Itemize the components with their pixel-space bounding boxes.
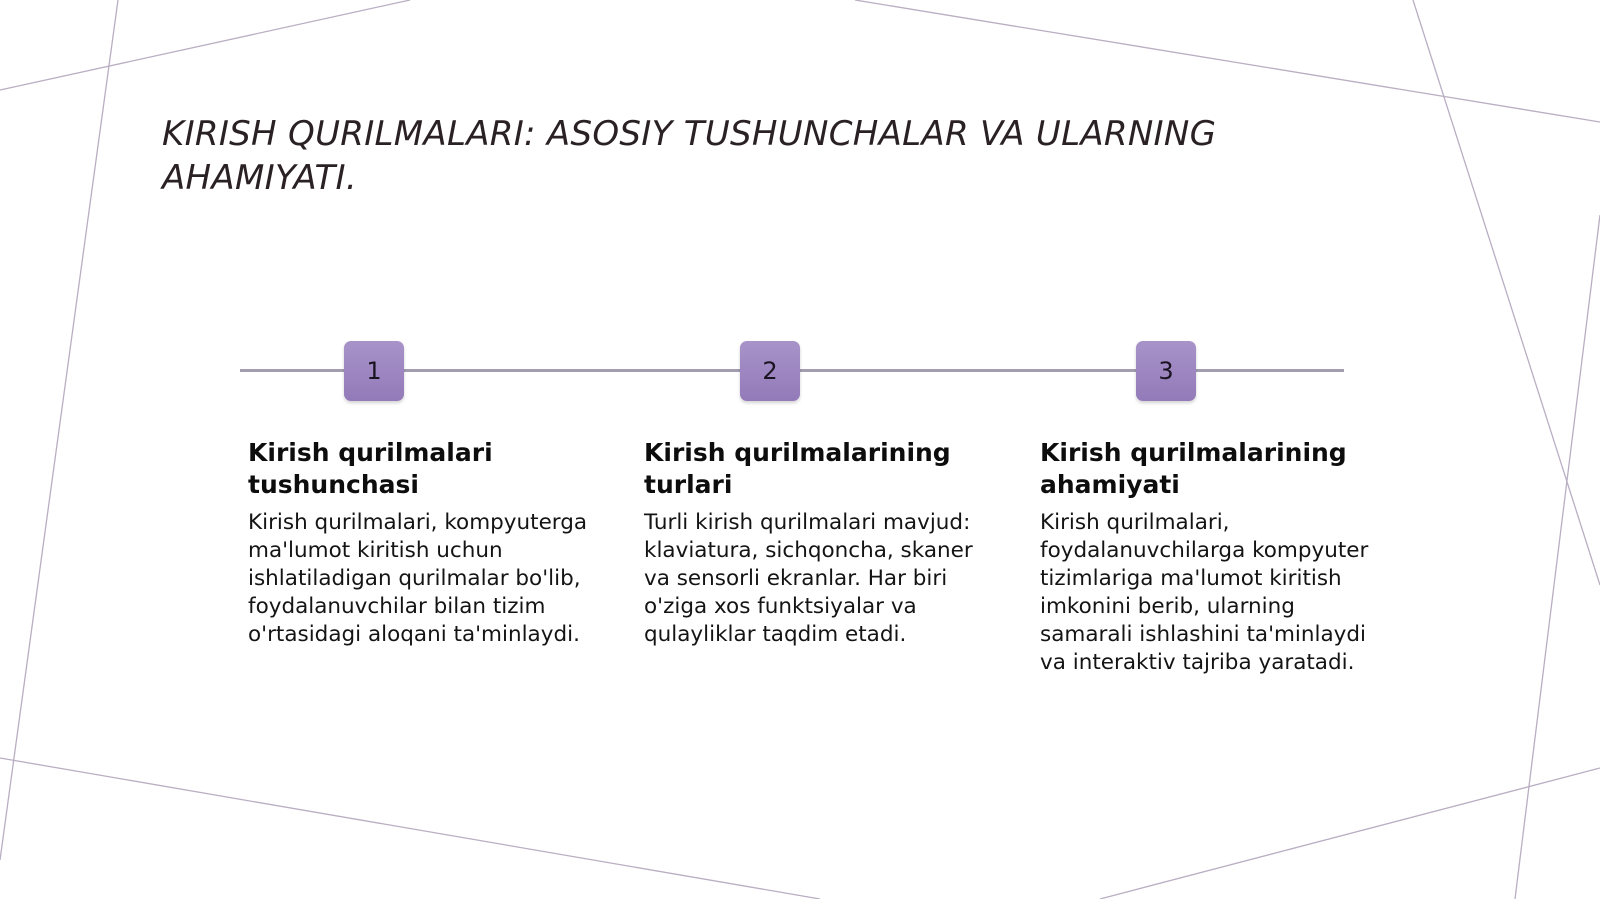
step-body-3: Kirish qurilmalari, foydalanuvchilarga kompyuter tizimlariga ma'lumot kiritish imkonini berib, ularning samarali ishlashini ta'minlaydi va interaktiv tajriba yaratadi. (1040, 510, 1369, 675)
slide-title: KIRISH QURILMALARI: ASOSIY TUSHUNCHALAR VA ULARNING AHAMIYATI. (162, 114, 1217, 198)
step-heading-3: Kirish qurilmalarining ahamiyati (1040, 438, 1347, 499)
step-column-1 (248, 437, 598, 649)
step-body-2: Turli kirish qurilmalari mavjud: klaviatura, sichqoncha, skaner va sensorli ekranlar. Har biri o'ziga xos funktsiyalar va qulayliklar taqdim etadi. (644, 510, 973, 647)
step-heading-1: Kirish qurilmalari tushunchasi (248, 438, 493, 499)
step-badge-2: 2 (740, 341, 800, 401)
step-heading-2: Kirish qurilmalarining turlari (644, 438, 951, 499)
step-body-1: Kirish qurilmalari, kompyuterga ma'lumot kiritish uchun ishlatiladigan qurilmalar bo'lib, foydalanuvchilar bilan tizim o'rtasidagi aloqani ta'minlaydi. (248, 510, 588, 647)
step-badge-3: 3 (1136, 341, 1196, 401)
step-badge-1: 1 (344, 341, 404, 401)
step-column-2 (644, 437, 994, 649)
step-column-3 (1040, 437, 1390, 677)
